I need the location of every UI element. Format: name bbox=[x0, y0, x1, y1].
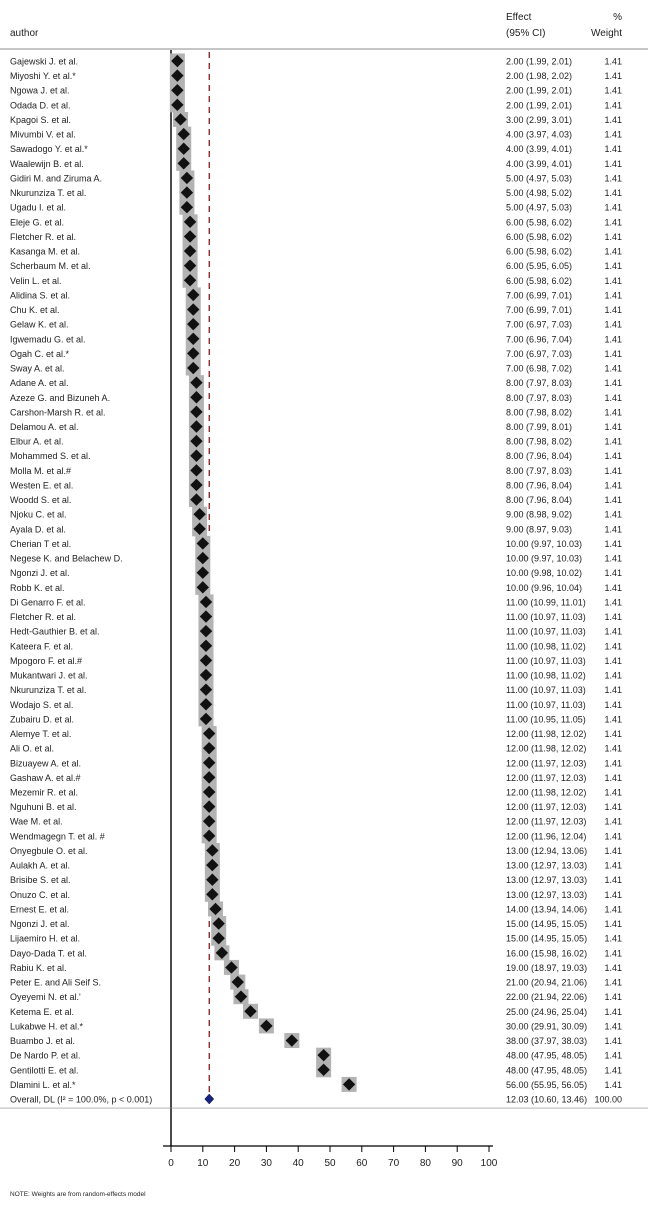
study-effect-ci-label: 56.00 (55.95, 56.05) bbox=[506, 1079, 588, 1090]
percent-column-header: % bbox=[613, 12, 622, 23]
study-author-label: Nkurunziza T. et al. bbox=[10, 685, 87, 696]
study-weight-label: 1.41 bbox=[604, 729, 622, 740]
study-weight-label: 1.41 bbox=[604, 933, 622, 944]
study-weight-label: 1.41 bbox=[604, 538, 622, 549]
study-author-label: Adane A. et al. bbox=[10, 378, 69, 389]
x-axis-tick-label: 30 bbox=[260, 1158, 272, 1169]
study-author-label: Lukabwe H. et al.* bbox=[10, 1021, 84, 1032]
study-weight-label: 1.41 bbox=[604, 919, 622, 930]
study-weight-label: 1.41 bbox=[604, 114, 622, 125]
study-effect-ci-label: 10.00 (9.98, 10.02) bbox=[506, 568, 583, 579]
study-effect-ci-label: 13.00 (12.97, 13.03) bbox=[506, 875, 588, 886]
study-author-label: Westen E. et al. bbox=[10, 480, 74, 491]
study-author-label: Azeze G. and Bizuneh A. bbox=[10, 392, 111, 403]
study-effect-ci-label: 5.00 (4.97, 5.03) bbox=[506, 202, 573, 213]
study-weight-label: 1.41 bbox=[604, 977, 622, 988]
study-author-label: Fletcher R. et al. bbox=[10, 612, 77, 623]
study-effect-ci-label: 2.00 (1.99, 2.01) bbox=[506, 56, 573, 67]
study-author-label: Ogah C. et al.* bbox=[10, 348, 70, 359]
study-effect-ci-label: 11.00 (10.97, 11.03) bbox=[506, 612, 586, 623]
study-weight-label: 1.41 bbox=[604, 699, 622, 710]
overall-diamond-marker bbox=[205, 1094, 214, 1104]
study-weight-label: 1.41 bbox=[604, 641, 622, 652]
study-author-label: Kasanga M. et al. bbox=[10, 246, 81, 257]
study-effect-ci-label: 8.00 (7.98, 8.02) bbox=[506, 407, 573, 418]
study-weight-label: 1.41 bbox=[604, 305, 622, 316]
study-author-label: Brisibe S. et al. bbox=[10, 875, 71, 886]
study-author-label: Onyegbule O. et al. bbox=[10, 845, 88, 856]
study-effect-ci-label: 13.00 (12.94, 13.06) bbox=[506, 845, 588, 856]
study-effect-ci-label: 38.00 (37.97, 38.03) bbox=[506, 1036, 588, 1047]
study-author-label: Aulakh A. et al. bbox=[10, 860, 71, 871]
study-weight-label: 1.41 bbox=[604, 100, 622, 111]
study-effect-ci-label: 19.00 (18.97, 19.03) bbox=[506, 962, 588, 973]
study-weight-label: 1.41 bbox=[604, 261, 622, 272]
study-author-label: Di Genarro F. et al. bbox=[10, 597, 86, 608]
study-effect-ci-label: 15.00 (14.95, 15.05) bbox=[506, 933, 588, 944]
study-author-label: De Nardo P. et al. bbox=[10, 1050, 81, 1061]
study-effect-ci-label: 8.00 (7.96, 8.04) bbox=[506, 495, 573, 506]
study-effect-ci-label: 8.00 (7.98, 8.02) bbox=[506, 436, 573, 447]
study-effect-ci-label: 12.00 (11.98, 12.02) bbox=[506, 743, 587, 754]
footnote-note: NOTE: Weights are from random-effects model bbox=[10, 1191, 146, 1198]
study-weight-label: 1.41 bbox=[604, 714, 622, 725]
study-weight-label: 1.41 bbox=[604, 495, 622, 506]
study-weight-label: 1.41 bbox=[604, 626, 622, 637]
study-author-label: Gentilotti E. et al. bbox=[10, 1065, 79, 1076]
study-weight-label: 1.41 bbox=[604, 655, 622, 666]
study-weight-label: 1.41 bbox=[604, 202, 622, 213]
x-axis-tick-label: 70 bbox=[388, 1158, 400, 1169]
study-weight-label: 1.41 bbox=[604, 71, 622, 82]
study-effect-ci-label: 7.00 (6.98, 7.02) bbox=[506, 363, 573, 374]
study-effect-ci-label: 4.00 (3.99, 4.01) bbox=[506, 158, 573, 169]
study-effect-ci-label: 6.00 (5.98, 6.02) bbox=[506, 217, 573, 228]
study-weight-label: 1.41 bbox=[604, 334, 622, 345]
x-axis-tick-label: 50 bbox=[324, 1158, 336, 1169]
study-weight-label: 1.41 bbox=[604, 743, 622, 754]
study-author-label: Onuzo C. et al. bbox=[10, 889, 71, 900]
study-author-label: Gashaw A. et al.# bbox=[10, 772, 81, 783]
study-author-label: Nkurunziza T. et al. bbox=[10, 188, 87, 199]
study-weight-label: 1.41 bbox=[604, 685, 622, 696]
study-effect-ci-label: 12.00 (11.96, 12.04) bbox=[506, 831, 587, 842]
study-weight-label: 1.41 bbox=[604, 845, 622, 856]
study-weight-label: 1.41 bbox=[604, 407, 622, 418]
study-weight-label: 1.41 bbox=[604, 889, 622, 900]
study-weight-label: 1.41 bbox=[604, 1036, 622, 1047]
study-effect-ci-label: 8.00 (7.97, 8.03) bbox=[506, 465, 573, 476]
study-weight-label: 1.41 bbox=[604, 524, 622, 535]
study-weight-label: 1.41 bbox=[604, 1021, 622, 1032]
study-effect-ci-label: 8.00 (7.97, 8.03) bbox=[506, 392, 573, 403]
x-axis-tick-label: 20 bbox=[229, 1158, 241, 1169]
study-effect-ci-label: 11.00 (10.97, 11.03) bbox=[506, 626, 586, 637]
study-weight-label: 1.41 bbox=[604, 348, 622, 359]
study-weight-label: 1.41 bbox=[604, 992, 622, 1003]
study-effect-ci-label: 15.00 (14.95, 15.05) bbox=[506, 919, 588, 930]
x-axis-tick-label: 0 bbox=[168, 1158, 174, 1169]
study-weight-label: 1.41 bbox=[604, 948, 622, 959]
study-effect-ci-label: 11.00 (10.98, 11.02) bbox=[506, 670, 586, 681]
study-effect-ci-label: 11.00 (10.95, 11.05) bbox=[506, 714, 586, 725]
study-effect-ci-label: 10.00 (9.96, 10.04) bbox=[506, 582, 583, 593]
study-effect-ci-label: 7.00 (6.99, 7.01) bbox=[506, 290, 573, 301]
study-weight-label: 1.41 bbox=[604, 436, 622, 447]
study-weight-label: 1.41 bbox=[604, 451, 622, 462]
study-effect-ci-label: 3.00 (2.99, 3.01) bbox=[506, 114, 573, 125]
study-effect-ci-label: 11.00 (10.99, 11.01) bbox=[506, 597, 586, 608]
study-author-label: Peter E. and Ali Seif S. bbox=[10, 977, 102, 988]
study-author-label: Gajewski J. et al. bbox=[10, 56, 79, 67]
x-axis-tick-label: 80 bbox=[419, 1158, 431, 1169]
study-weight-label: 1.41 bbox=[604, 275, 622, 286]
study-effect-ci-label: 4.00 (3.99, 4.01) bbox=[506, 144, 573, 155]
study-author-label: Carshon-Marsh R. et al. bbox=[10, 407, 106, 418]
x-axis-tick-label: 100 bbox=[480, 1158, 498, 1169]
study-effect-ci-label: 12.00 (11.97, 12.03) bbox=[506, 758, 587, 769]
study-author-label: Kateera F. et al. bbox=[10, 641, 74, 652]
study-author-label: Kpagoi S. et al. bbox=[10, 114, 72, 125]
study-weight-label: 1.41 bbox=[604, 129, 622, 140]
study-effect-ci-label: 11.00 (10.97, 11.03) bbox=[506, 655, 586, 666]
study-author-label: Gidiri M. and Ziruma A. bbox=[10, 173, 103, 184]
study-effect-ci-label: 5.00 (4.98, 5.02) bbox=[506, 188, 573, 199]
study-author-label: Molla M. et al.# bbox=[10, 465, 72, 476]
study-author-label: Negese K. and Belachew D. bbox=[10, 553, 123, 564]
ci-column-header: (95% CI) bbox=[506, 28, 546, 39]
study-author-label: Ngonzi J. et al. bbox=[10, 568, 70, 579]
study-author-label: Igwemadu G. et al. bbox=[10, 334, 86, 345]
study-weight-label: 1.41 bbox=[604, 612, 622, 623]
study-author-label: Wendmagegn T. et al. # bbox=[10, 831, 105, 842]
study-author-label: Bizuayew A. et al. bbox=[10, 758, 82, 769]
study-author-label: Ugadu I. et al. bbox=[10, 202, 67, 213]
overall-label: Overall, DL (I² = 100.0%, p < 0.001) bbox=[10, 1094, 153, 1105]
study-author-label: Odada D. et al. bbox=[10, 100, 71, 111]
study-weight-label: 1.41 bbox=[604, 1065, 622, 1076]
study-effect-ci-label: 8.00 (7.97, 8.03) bbox=[506, 378, 573, 389]
study-author-label: Scherbaum M. et al. bbox=[10, 261, 91, 272]
study-author-label: Sway A. et al. bbox=[10, 363, 65, 374]
study-weight-label: 1.41 bbox=[604, 860, 622, 871]
study-effect-ci-label: 8.00 (7.96, 8.04) bbox=[506, 451, 573, 462]
study-weight-label: 1.41 bbox=[604, 802, 622, 813]
study-effect-ci-label: 11.00 (10.97, 11.03) bbox=[506, 685, 586, 696]
author-column-header: author bbox=[10, 28, 39, 39]
study-author-label: Buambo J. et al. bbox=[10, 1036, 76, 1047]
study-effect-ci-label: 7.00 (6.97, 7.03) bbox=[506, 319, 573, 330]
study-effect-ci-label: 6.00 (5.98, 6.02) bbox=[506, 231, 573, 242]
study-effect-ci-label: 11.00 (10.98, 11.02) bbox=[506, 641, 586, 652]
study-weight-label: 1.41 bbox=[604, 904, 622, 915]
study-effect-ci-label: 8.00 (7.96, 8.04) bbox=[506, 480, 573, 491]
study-effect-ci-label: 48.00 (47.95, 48.05) bbox=[506, 1065, 588, 1076]
study-author-label: Hedt-Gauthier B. et al. bbox=[10, 626, 100, 637]
study-author-label: Zubairu D. et al. bbox=[10, 714, 75, 725]
study-effect-ci-label: 30.00 (29.91, 30.09) bbox=[506, 1021, 588, 1032]
study-weight-label: 1.41 bbox=[604, 173, 622, 184]
study-author-label: Njoku C. et al. bbox=[10, 509, 67, 520]
study-weight-label: 1.41 bbox=[604, 188, 622, 199]
study-effect-ci-label: 7.00 (6.99, 7.01) bbox=[506, 305, 573, 316]
study-author-label: Mukantwari J. et al. bbox=[10, 670, 88, 681]
study-author-label: Mivumbi V. et al. bbox=[10, 129, 76, 140]
study-weight-label: 1.41 bbox=[604, 158, 622, 169]
study-author-label: Fletcher R. et al. bbox=[10, 231, 77, 242]
study-effect-ci-label: 5.00 (4.97, 5.03) bbox=[506, 173, 573, 184]
study-effect-ci-label: 7.00 (6.96, 7.04) bbox=[506, 334, 573, 345]
study-author-label: Alidina S. et al. bbox=[10, 290, 71, 301]
study-author-label: Wae M. et al. bbox=[10, 816, 63, 827]
study-author-label: Delamou A. et al. bbox=[10, 422, 79, 432]
study-weight-label: 1.41 bbox=[604, 217, 622, 228]
study-author-label: Sawadogo Y. et al.* bbox=[10, 144, 88, 155]
study-weight-label: 1.41 bbox=[604, 875, 622, 886]
x-axis-tick-label: 10 bbox=[197, 1158, 209, 1169]
study-effect-ci-label: 21.00 (20.94, 21.06) bbox=[506, 977, 588, 988]
study-weight-label: 1.41 bbox=[604, 290, 622, 301]
study-weight-label: 1.41 bbox=[604, 1006, 622, 1017]
study-effect-ci-label: 2.00 (1.99, 2.01) bbox=[506, 85, 573, 96]
study-author-label: Ernest E. et al. bbox=[10, 904, 70, 915]
study-effect-ci-label: 25.00 (24.96, 25.04) bbox=[506, 1006, 588, 1017]
study-effect-ci-label: 12.00 (11.97, 12.03) bbox=[506, 772, 587, 783]
study-author-label: Velin L. et al. bbox=[10, 275, 62, 286]
x-axis-tick-label: 60 bbox=[356, 1158, 368, 1169]
study-author-label: Mohammed S. et al. bbox=[10, 451, 91, 462]
study-author-label: Ketema E. et al. bbox=[10, 1006, 75, 1017]
study-weight-label: 1.41 bbox=[604, 465, 622, 476]
study-author-label: Ayala D. et al. bbox=[10, 524, 66, 535]
study-weight-label: 1.41 bbox=[604, 670, 622, 681]
study-effect-ci-label: 6.00 (5.95, 6.05) bbox=[506, 261, 573, 272]
study-author-label: Elbur A. et al. bbox=[10, 436, 64, 447]
study-weight-label: 1.41 bbox=[604, 831, 622, 842]
study-weight-label: 1.41 bbox=[604, 509, 622, 520]
study-author-label: Woodd S. et al. bbox=[10, 495, 72, 506]
study-weight-label: 1.41 bbox=[604, 85, 622, 96]
study-author-label: Wodajo S. et al. bbox=[10, 699, 74, 710]
study-author-label: Ngonzi J. et al. bbox=[10, 919, 70, 930]
study-weight-label: 1.41 bbox=[604, 962, 622, 973]
study-author-label: Dayo-Dada T. et al. bbox=[10, 948, 87, 959]
study-weight-label: 1.41 bbox=[604, 1079, 622, 1090]
study-effect-ci-label: 9.00 (8.98, 9.02) bbox=[506, 509, 573, 520]
study-weight-label: 1.41 bbox=[604, 246, 622, 257]
study-effect-ci-label: 2.00 (1.98, 2.02) bbox=[506, 71, 573, 82]
x-axis-tick-label: 40 bbox=[292, 1158, 304, 1169]
study-author-label: Ali O. et al. bbox=[10, 743, 55, 754]
study-effect-ci-label: 12.00 (11.98, 12.02) bbox=[506, 787, 587, 798]
study-effect-ci-label: 13.00 (12.97, 13.03) bbox=[506, 889, 588, 900]
study-weight-label: 1.41 bbox=[604, 56, 622, 67]
study-weight-label: 1.41 bbox=[604, 816, 622, 827]
study-effect-ci-label: 22.00 (21.94, 22.06) bbox=[506, 992, 588, 1003]
study-effect-ci-label: 7.00 (6.97, 7.03) bbox=[506, 348, 573, 359]
study-author-label: Robb K. et al. bbox=[10, 582, 65, 593]
study-author-label: Waalewijn B. et al. bbox=[10, 158, 84, 169]
study-effect-ci-label: 2.00 (1.99, 2.01) bbox=[506, 100, 573, 111]
overall-effect-ci-label: 12.03 (10.60, 13.46) bbox=[506, 1094, 588, 1105]
study-weight-label: 1.41 bbox=[604, 568, 622, 579]
study-weight-label: 1.41 bbox=[604, 480, 622, 491]
study-effect-ci-label: 48.00 (47.95, 48.05) bbox=[506, 1050, 588, 1061]
study-author-label: Oyeyemi N. et al.' bbox=[10, 992, 81, 1003]
study-effect-ci-label: 8.00 (7.99, 8.01) bbox=[506, 422, 573, 432]
weight-column-header: Weight bbox=[591, 28, 622, 39]
study-effect-ci-label: 10.00 (9.97, 10.03) bbox=[506, 553, 583, 564]
study-effect-ci-label: 14.00 (13.94, 14.06) bbox=[506, 904, 588, 915]
study-effect-ci-label: 9.00 (8.97, 9.03) bbox=[506, 524, 573, 535]
study-author-label: Chu K. et al. bbox=[10, 305, 60, 316]
study-effect-ci-label: 11.00 (10.97, 11.03) bbox=[506, 699, 586, 710]
overall-weight-label: 100.00 bbox=[594, 1094, 622, 1105]
study-effect-ci-label: 4.00 (3.97, 4.03) bbox=[506, 129, 573, 140]
study-weight-label: 1.41 bbox=[604, 553, 622, 564]
study-effect-ci-label: 13.00 (12.97, 13.03) bbox=[506, 860, 588, 871]
study-weight-label: 1.41 bbox=[604, 758, 622, 769]
x-axis-tick-label: 90 bbox=[451, 1158, 463, 1169]
study-author-label: Eleje G. et al. bbox=[10, 217, 65, 228]
study-author-label: Cherian T et al. bbox=[10, 538, 72, 549]
study-weight-label: 1.41 bbox=[604, 422, 622, 432]
study-weight-label: 1.41 bbox=[604, 231, 622, 242]
study-effect-ci-label: 6.00 (5.98, 6.02) bbox=[506, 246, 573, 257]
study-author-label: Ngowa J. et al. bbox=[10, 85, 70, 96]
study-effect-ci-label: 12.00 (11.98, 12.02) bbox=[506, 729, 587, 740]
study-weight-label: 1.41 bbox=[604, 1050, 622, 1061]
effect-column-header: Effect bbox=[506, 12, 532, 23]
study-effect-ci-label: 16.00 (15.98, 16.02) bbox=[506, 948, 588, 959]
study-author-label: Gelaw K. et al. bbox=[10, 319, 69, 330]
study-weight-label: 1.41 bbox=[604, 144, 622, 155]
study-effect-ci-label: 12.00 (11.97, 12.03) bbox=[506, 802, 587, 813]
study-author-label: Lijaemiro H. et al. bbox=[10, 933, 81, 944]
study-weight-label: 1.41 bbox=[604, 582, 622, 593]
study-author-label: Rabiu K. et al. bbox=[10, 962, 67, 973]
study-author-label: Mpogoro F. et al.# bbox=[10, 655, 83, 666]
study-weight-label: 1.41 bbox=[604, 597, 622, 608]
study-weight-label: 1.41 bbox=[604, 392, 622, 403]
study-weight-label: 1.41 bbox=[604, 378, 622, 389]
study-effect-ci-label: 10.00 (9.97, 10.03) bbox=[506, 538, 583, 549]
study-effect-ci-label: 6.00 (5.98, 6.02) bbox=[506, 275, 573, 286]
study-weight-label: 1.41 bbox=[604, 363, 622, 374]
study-author-label: Alemye T. et al. bbox=[10, 729, 72, 740]
study-weight-label: 1.41 bbox=[604, 319, 622, 330]
study-author-label: Mezemir R. et al. bbox=[10, 787, 79, 798]
study-author-label: Dlamini L. et al.* bbox=[10, 1079, 76, 1090]
study-author-label: Nguhuni B. et al. bbox=[10, 802, 77, 813]
study-weight-label: 1.41 bbox=[604, 772, 622, 783]
study-author-label: Miyoshi Y. et al.* bbox=[10, 71, 76, 82]
study-effect-ci-label: 12.00 (11.97, 12.03) bbox=[506, 816, 587, 827]
study-weight-label: 1.41 bbox=[604, 787, 622, 798]
